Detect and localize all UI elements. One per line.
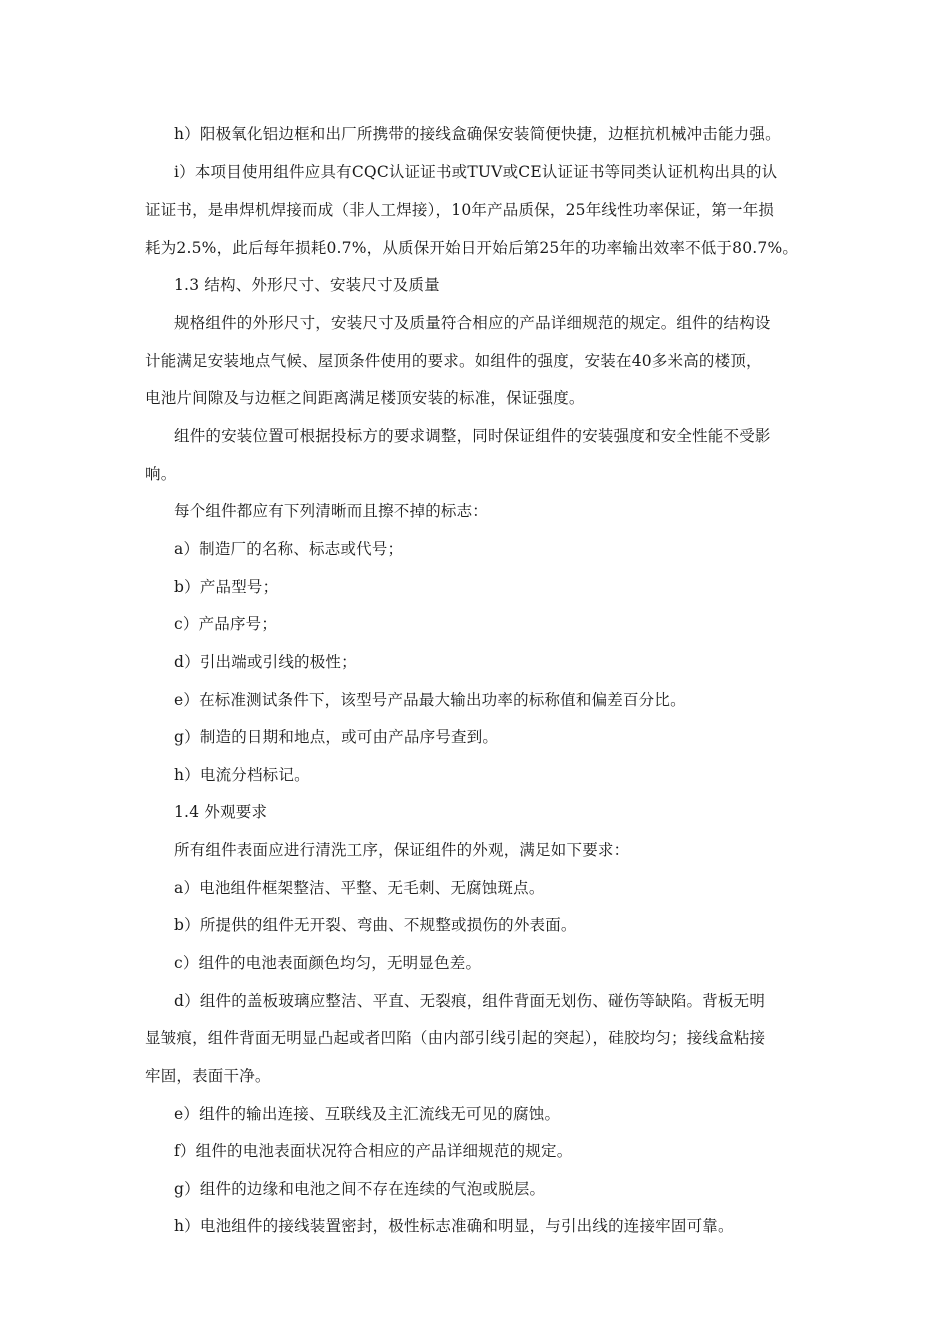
paragraph-i-continuation-1: 证证书，是串焊机焊接而成（非人工焊接），10年产品质保，25年线性功率保证，第一年损 bbox=[145, 201, 775, 219]
list-item-a: a）制造厂的名称、标志或代号； bbox=[174, 540, 404, 558]
list-item-b: b）产品型号； bbox=[174, 578, 279, 596]
paragraph-i-continuation-2: 耗为2.5%，此后每年损耗0.7%，从质保开始日开始后第25年的功率输出效率不低于80.7%。 bbox=[145, 239, 799, 257]
appearance-item-g: g）组件的边缘和电池之间不存在连续的气泡或脱层。 bbox=[174, 1180, 546, 1198]
section-heading-1-3: 1.3 结构、外形尺寸、安装尺寸及质量 bbox=[174, 276, 440, 294]
appearance-item-a: a）电池组件框架整洁、平整、无毛刺、无腐蚀斑点。 bbox=[174, 879, 545, 897]
appearance-item-e: e）组件的输出连接、互联线及主汇流线无可见的腐蚀。 bbox=[174, 1105, 561, 1123]
paragraph-h-frame: h）阳极氧化铝边框和出厂所携带的接线盒确保安装简便快捷，边框抗机械冲击能力强。 bbox=[174, 125, 781, 143]
list-item-h: h）电流分档标记。 bbox=[174, 766, 310, 784]
list-item-g: g）制造的日期和地点，或可由产品序号查到。 bbox=[174, 728, 499, 746]
appearance-item-d-continuation-2: 牢固，表面干净。 bbox=[145, 1067, 271, 1085]
paragraph-appearance-intro: 所有组件表面应进行清洗工序，保证组件的外观，满足如下要求： bbox=[174, 841, 630, 859]
list-item-e: e）在标准测试条件下，该型号产品最大输出功率的标称值和偏差百分比。 bbox=[174, 691, 686, 709]
appearance-item-b: b）所提供的组件无开裂、弯曲、不规整或损伤的外表面。 bbox=[174, 916, 577, 934]
paragraph-i-certification: i）本项目使用组件应具有CQC认证证书或TUV或CE认证证书等同类认证机构出具的认 bbox=[174, 163, 778, 181]
paragraph-markings-intro: 每个组件都应有下列清晰而且擦不掉的标志： bbox=[174, 502, 489, 520]
paragraph-dimensions: 规格组件的外形尺寸，安装尺寸及质量符合相应的产品详细规范的规定。组件的结构设 bbox=[174, 314, 771, 332]
paragraph-installation-position-continuation: 响。 bbox=[145, 465, 177, 483]
paragraph-dimensions-continuation-1: 计能满足安装地点气候、屋顶条件使用的要求。如组件的强度，安装在40多米高的楼顶， bbox=[145, 352, 762, 370]
paragraph-dimensions-continuation-2: 电池片间隙及与边框之间距离满足楼顶安装的标准，保证强度。 bbox=[145, 389, 585, 407]
paragraph-installation-position: 组件的安装位置可根据投标方的要求调整，同时保证组件的安装强度和安全性能不受影 bbox=[174, 427, 771, 445]
appearance-item-f: f）组件的电池表面状况符合相应的产品详细规范的规定。 bbox=[174, 1142, 573, 1160]
appearance-item-d: d）组件的盖板玻璃应整洁、平直、无裂痕，组件背面无划伤、碰伤等缺陷。背板无明 bbox=[174, 992, 766, 1010]
list-item-d: d）引出端或引线的极性； bbox=[174, 653, 357, 671]
section-heading-1-4: 1.4 外观要求 bbox=[174, 803, 268, 821]
appearance-item-c: c）组件的电池表面颜色均匀，无明显色差。 bbox=[174, 954, 482, 972]
list-item-c: c）产品序号； bbox=[174, 615, 278, 633]
appearance-item-d-continuation-1: 显皱痕，组件背面无明显凸起或者凹陷（由内部引线引起的突起），硅胶均匀；接线盒粘接 bbox=[145, 1029, 766, 1047]
appearance-item-h: h）电池组件的接线装置密封，极性标志准确和明显，与引出线的连接牢固可靠。 bbox=[174, 1217, 734, 1235]
